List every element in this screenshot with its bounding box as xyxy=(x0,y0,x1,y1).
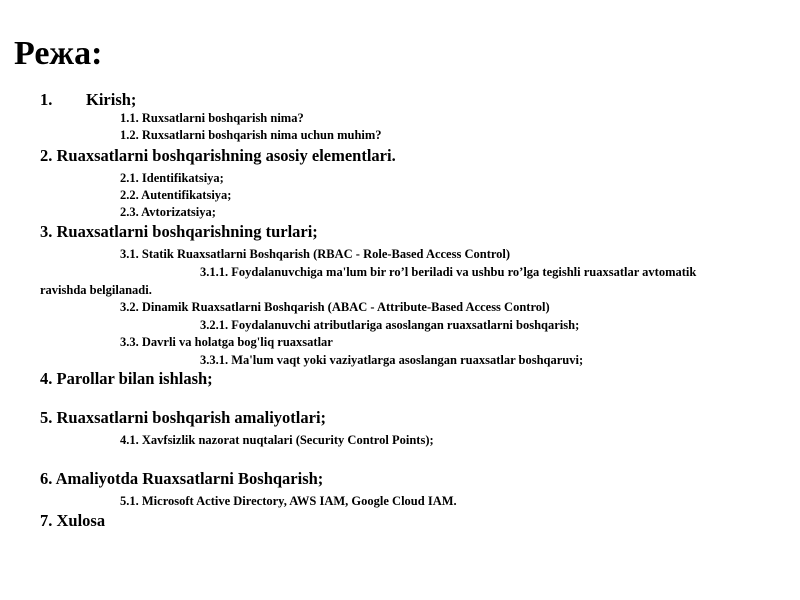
section-2-heading: 2. Ruaxsatlarni boshqarishning asosiy elementlari. xyxy=(40,146,396,165)
section-3-3: 3.3. Davrli va holatga bog'liq ruaxsatlar xyxy=(120,335,333,349)
section-6-1: 5.1. Microsoft Active Directory, AWS IAM, Google Cloud IAM. xyxy=(120,494,457,508)
section-2-3: 2.3. Avtorizatsiya; xyxy=(120,205,216,219)
section-3-1-1-line2: ravishda belgilanadi. xyxy=(40,283,152,297)
section-2-1: 2.1. Identifikatsiya; xyxy=(120,171,224,185)
section-3-3-1: 3.3.1. Ma'lum vaqt yoki vaziyatlarga asoslangan ruaxsatlar boshqaruvi; xyxy=(200,353,584,367)
section-5-1: 4.1. Xavfsizlik nazorat nuqtalari (Security Control Points); xyxy=(120,433,434,447)
section-3-heading: 3. Ruaxsatlarni boshqarishning turlari; xyxy=(40,222,318,241)
section-1-2: 1.2. Ruxsatlarni boshqarish nima uchun muhim? xyxy=(120,128,382,142)
section-5-heading: 5. Ruaxsatlarni boshqarish amaliyotlari; xyxy=(40,408,327,427)
section-7-heading: 7. Xulosa xyxy=(40,511,106,530)
section-3-2: 3.2. Dinamik Ruaxsatlarni Boshqarish (ABAC - Attribute-Based Access Control) xyxy=(120,300,550,314)
section-3-1-1-line1: 3.1.1. Foydalanuvchiga ma'lum bir ro’l beriladi va ushbu ro’lga tegishli ruaxsatlar avtomatik xyxy=(200,265,697,279)
section-6-heading: 6. Amaliyotda Ruaxsatlarni Boshqarish; xyxy=(40,469,324,488)
section-1-1: 1.1. Ruxsatlarni boshqarish nima? xyxy=(120,111,304,125)
page-title: Режа: xyxy=(14,35,103,72)
section-1-heading: Kirish; xyxy=(86,90,137,109)
section-3-1: 3.1. Statik Ruaxsatlarni Boshqarish (RBAC - Role-Based Access Control) xyxy=(120,247,511,261)
section-3-2-1: 3.2.1. Foydalanuvchi atributlariga asoslangan ruaxsatlarni boshqarish; xyxy=(200,318,580,332)
section-4-heading: 4. Parollar bilan ishlash; xyxy=(40,369,213,388)
section-2-2: 2.2. Autentifikatsiya; xyxy=(120,188,232,202)
section-1-number: 1. xyxy=(40,90,53,109)
